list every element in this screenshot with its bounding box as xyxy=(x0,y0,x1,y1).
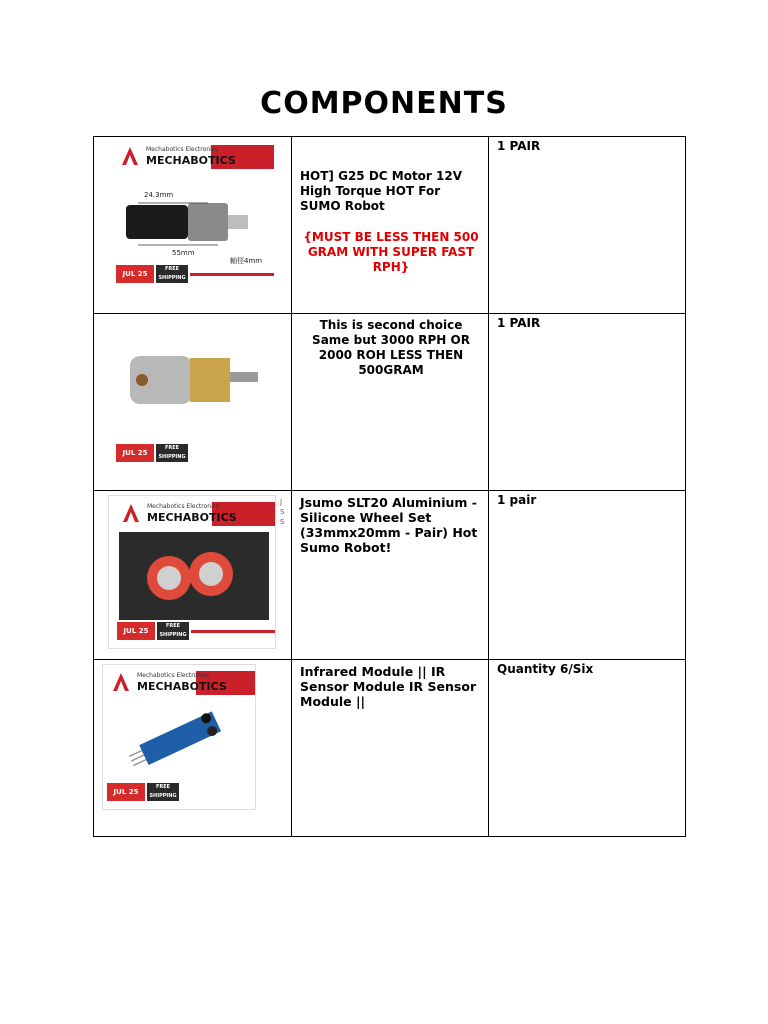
product-image-ir-sensor xyxy=(102,664,256,810)
quantity-cell xyxy=(489,660,686,837)
ad-footer xyxy=(117,622,275,642)
brand-subtitle: Mechabotics Electronics xyxy=(146,146,219,153)
ir-sensor-photo xyxy=(121,705,241,775)
dimension-label: 55mm xyxy=(172,249,195,257)
free-shipping-badge: FREE SHIPPING xyxy=(157,622,189,640)
brand-name: MECHABOTICS xyxy=(137,680,227,693)
brand-name: MECHABOTICS xyxy=(147,511,237,524)
mechabotics-logo-icon xyxy=(121,502,141,524)
table-row xyxy=(94,314,686,491)
item-quantity: Quantity 6/Six xyxy=(497,662,594,676)
item-description: HOT] G25 DC Motor 12V High Torque HOT For SUMO Robot xyxy=(300,169,463,213)
item-quantity: 1 PAIR xyxy=(497,139,541,153)
date-badge: JUL 25 xyxy=(116,265,154,283)
motor-photo xyxy=(118,175,268,267)
description-cell xyxy=(292,660,489,837)
free-shipping-badge: FREE SHIPPING xyxy=(156,265,188,283)
brand-subtitle: Mechabotics Electronics xyxy=(137,672,210,679)
table-row xyxy=(94,491,686,660)
item-description: This is second choice Same but 3000 RPH OR 2000 ROH LESS THEN 500GRAM xyxy=(312,318,470,377)
side-note: J S S xyxy=(280,498,285,526)
free-shipping-badge: FREE SHIPPING xyxy=(156,444,188,462)
quantity-cell xyxy=(489,314,686,491)
item-description: Infrared Module || IR Sensor Module IR Sensor Module || xyxy=(300,664,477,709)
item-quantity: 1 PAIR xyxy=(497,316,541,330)
image-cell xyxy=(94,491,292,660)
product-image-wheels xyxy=(108,495,276,649)
table-row xyxy=(94,137,686,314)
date-badge: JUL 25 xyxy=(107,783,145,801)
quantity-cell xyxy=(489,137,686,314)
image-cell xyxy=(94,314,292,491)
footer-bar xyxy=(191,630,275,633)
date-badge: JUL 25 xyxy=(116,444,154,462)
brand-subtitle: Mechabotics Electronics xyxy=(147,503,220,510)
micro-motor-photo xyxy=(112,328,272,438)
product-image-micro-motor xyxy=(108,318,274,470)
mechabotics-logo-icon xyxy=(111,671,131,693)
ad-footer xyxy=(116,444,274,464)
brand-name: MECHABOTICS xyxy=(146,154,236,167)
item-warning: {MUST BE LESS THEN 500 GRAM WITH SUPER FAST RPH} xyxy=(303,230,479,274)
ad-header xyxy=(116,145,274,169)
quantity-cell xyxy=(489,491,686,660)
image-cell xyxy=(94,660,292,837)
footer-bar xyxy=(190,273,274,276)
free-shipping-badge: FREE SHIPPING xyxy=(147,783,179,801)
date-badge: JUL 25 xyxy=(117,622,155,640)
ad-header xyxy=(117,502,275,526)
page-title: COMPONENTS xyxy=(260,86,508,121)
ad-header xyxy=(107,671,255,695)
description-cell xyxy=(292,314,489,491)
ad-footer xyxy=(107,783,255,803)
mechabotics-logo-icon xyxy=(120,145,140,167)
components-table xyxy=(93,136,686,837)
item-quantity: 1 pair xyxy=(497,493,537,507)
wheels-photo xyxy=(119,532,269,620)
description-cell xyxy=(292,491,489,660)
table-row xyxy=(94,660,686,837)
description-cell xyxy=(292,137,489,314)
ad-footer xyxy=(116,265,274,285)
dimension-label: 24.3mm xyxy=(144,191,174,199)
image-cell xyxy=(94,137,292,314)
item-description: Jsumo SLT20 Aluminium - Silicone Wheel Set (33mmx20mm - Pair) Hot Sumo Robot! xyxy=(300,495,478,555)
dimension-label: 軸徑4mm xyxy=(230,257,263,265)
product-image-motor xyxy=(108,139,274,291)
